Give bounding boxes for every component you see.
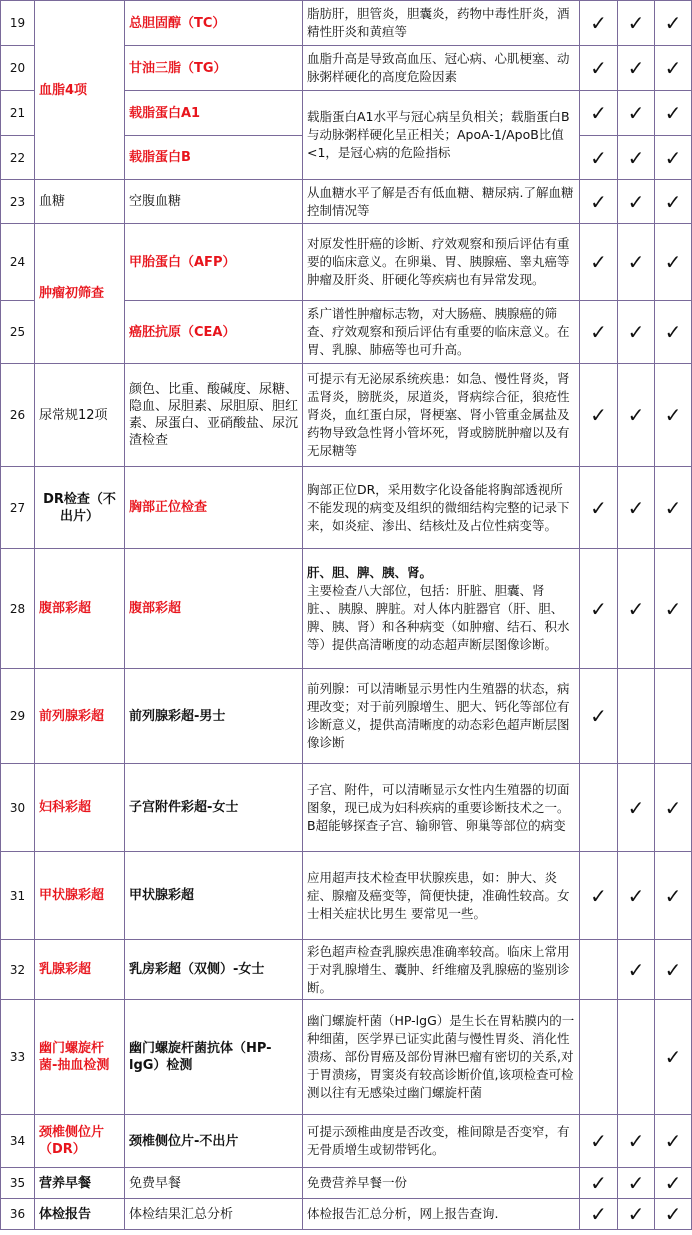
check-mark-icon: ✓ [618,549,655,669]
row-number: 20 [1,46,35,91]
check-mark-icon: ✓ [655,364,692,467]
table-row [1,1,692,46]
item-name: 幽门螺旋杆菌抗体（HP-lgG）检测 [125,1000,303,1115]
check-mark-icon: ✓ [655,1199,692,1230]
check-mark-icon: ✓ [580,1115,618,1168]
check-mark-icon: ✓ [618,91,655,136]
row-number: 27 [1,467,35,549]
category-cell: 血脂4项 [35,1,125,180]
item-name: 癌胚抗原（CEA） [125,301,303,364]
item-name: 甲胎蛋白（AFP） [125,224,303,301]
check-mark-icon: ✓ [655,852,692,940]
table-row [1,549,692,669]
row-number: 30 [1,764,35,852]
check-mark-icon: ✓ [580,852,618,940]
check-mark-icon: ✓ [655,467,692,549]
row-number: 36 [1,1199,35,1230]
check-mark-icon: ✓ [580,1199,618,1230]
category-cell: 幽门螺旋杆菌-抽血检测 [35,1000,125,1115]
row-number: 24 [1,224,35,301]
item-description: 可提示有无泌尿系统疾患：如急、慢性肾炎，肾盂肾炎，膀胱炎，尿道炎，肾病综合征，狼疮性肾炎，血红蛋白尿，肾梗塞、肾小管重金属盐及药物导致急性肾小管坏死，肾或膀胱肿瘤以及有无尿糖等 [303,364,580,467]
item-description: 可提示颈椎曲度是否改变，椎间隙是否变窄，有无骨质增生或韧带钙化。 [303,1115,580,1168]
item-name: 空腹血糖 [125,180,303,224]
category-cell: 体检报告 [35,1199,125,1230]
item-description: 彩色超声检查乳腺疾患准确率较高。临床上常用于对乳腺增生、囊肿、纤维瘤及乳腺癌的鉴别诊断。 [303,940,580,1000]
check-mark-icon: ✓ [655,136,692,180]
item-name: 免费早餐 [125,1168,303,1199]
row-number: 28 [1,549,35,669]
check-mark-icon: ✓ [618,852,655,940]
item-name: 颈椎侧位片-不出片 [125,1115,303,1168]
table-row [1,467,692,549]
check-mark-icon: ✓ [580,1,618,46]
category-cell: 血糖 [35,180,125,224]
item-name: 子宫附件彩超-女士 [125,764,303,852]
check-mark-icon: ✓ [655,940,692,1000]
row-number: 22 [1,136,35,180]
check-mark-icon: ✓ [618,940,655,1000]
check-mark-icon: ✓ [580,669,618,764]
item-description: 幽门螺旋杆菌（HP-lgG）是生长在胃粘膜内的一种细菌，医学界已证实此菌与慢性胃炎、消化性溃疡、部份胃癌及部份胃淋巴瘤有密切的关系,对于胃溃疡，胃窦炎有较高诊断价值,该项检查可检测以往有无感染过幽门螺旋杆菌 [303,1000,580,1115]
check-mark-icon: ✓ [655,1,692,46]
empty-check-cell [580,940,618,1000]
item-description: 子宫、附件，可以清晰显示女性内生殖器的切面图象，现已成为妇科疾病的重要诊断技术之一。B超能够探查子宫、输卵管、卵巢等部位的病变 [303,764,580,852]
empty-check-cell [618,1000,655,1115]
item-name: 载脂蛋白B [125,136,303,180]
row-number: 32 [1,940,35,1000]
empty-check-cell [580,1000,618,1115]
check-mark-icon: ✓ [580,364,618,467]
row-number: 21 [1,91,35,136]
category-cell: 肿瘤初筛查 [35,224,125,364]
check-mark-icon: ✓ [618,301,655,364]
check-mark-icon: ✓ [618,364,655,467]
item-name: 甲状腺彩超 [125,852,303,940]
check-mark-icon: ✓ [580,180,618,224]
row-number: 33 [1,1000,35,1115]
check-mark-icon: ✓ [580,91,618,136]
check-mark-icon: ✓ [655,46,692,91]
category-cell: 前列腺彩超 [35,669,125,764]
item-name: 总胆固醇（TC） [125,1,303,46]
item-description: 系广谱性肿瘤标志物，对大肠癌、胰腺癌的筛查、疗效观察和预后评估有重要的临床意义。在胃、乳腺、肺癌等也可升高。 [303,301,580,364]
empty-check-cell [580,764,618,852]
check-mark-icon: ✓ [618,1168,655,1199]
item-description: 前列腺：可以清晰显示男性内生殖器的状态，病理改变；对于前列腺增生、肥大、钙化等部位有诊断意义，提供高清晰度的动态彩色超声断层图像诊断 [303,669,580,764]
check-mark-icon: ✓ [580,1168,618,1199]
check-mark-icon: ✓ [655,91,692,136]
check-mark-icon: ✓ [618,46,655,91]
item-description: 脂肪肝，胆管炎，胆囊炎，药物中毒性肝炎，酒精性肝炎和黄疸等 [303,1,580,46]
item-description: 载脂蛋白A1水平与冠心病呈负相关；载脂蛋白B与动脉粥样硬化呈正相关；ApoA-1/ApoB比值<1，是冠心病的危险指标 [303,91,580,180]
check-mark-icon: ✓ [655,1168,692,1199]
check-mark-icon: ✓ [618,1115,655,1168]
item-name: 胸部正位检查 [125,467,303,549]
description-body: 主要检查八大部位，包括：肝脏、胆囊、肾脏、、胰腺、脾脏。对人体内脏器官（肝、胆、脾、胰、肾）和各种病变（如肿瘤、结石、积水等）提供高清晰度的动态超声断层图像诊断。 [307,582,570,652]
category-cell: 甲状腺彩超 [35,852,125,940]
row-number: 31 [1,852,35,940]
check-mark-icon: ✓ [580,46,618,91]
check-mark-icon: ✓ [580,549,618,669]
check-mark-icon: ✓ [618,1199,655,1230]
check-mark-icon: ✓ [580,136,618,180]
item-description: 对原发性肝癌的诊断、疗效观察和预后评估有重要的临床意义。在卵巢、胃、胰腺癌、睾丸癌等肿瘤及肝炎、肝硬化等疾病也有异常发现。 [303,224,580,301]
check-mark-icon: ✓ [655,549,692,669]
table-row [1,224,692,301]
row-number: 34 [1,1115,35,1168]
row-number: 26 [1,364,35,467]
category-cell: 腹部彩超 [35,549,125,669]
item-name: 乳房彩超（双侧）-女士 [125,940,303,1000]
table-row [1,940,692,1000]
category-cell: 尿常规12项 [35,364,125,467]
check-mark-icon: ✓ [655,180,692,224]
table-row [1,852,692,940]
row-number: 25 [1,301,35,364]
check-mark-icon: ✓ [618,1,655,46]
item-name: 载脂蛋白A1 [125,91,303,136]
check-mark-icon: ✓ [618,180,655,224]
check-mark-icon: ✓ [655,1115,692,1168]
check-mark-icon: ✓ [655,224,692,301]
item-name: 颜色、比重、酸碱度、尿糖、隐血、尿胆素、尿胆原、胆红素、尿蛋白、亚硝酸盐、尿沉渣检查 [125,364,303,467]
row-number: 29 [1,669,35,764]
category-cell: 颈椎侧位片（DR） [35,1115,125,1168]
row-number: 19 [1,1,35,46]
check-mark-icon: ✓ [618,136,655,180]
table-row [1,1115,692,1168]
check-mark-icon: ✓ [655,301,692,364]
item-description: 体检报告汇总分析，网上报告查询. [303,1199,580,1230]
empty-check-cell [618,669,655,764]
category-cell: 乳腺彩超 [35,940,125,1000]
item-description: 免费营养早餐一份 [303,1168,580,1199]
table-row [1,1000,692,1115]
item-description: 从血糖水平了解是否有低血糖、糖尿病.了解血糖控制情况等 [303,180,580,224]
category-cell: 营养早餐 [35,1168,125,1199]
table-row [1,764,692,852]
item-name: 前列腺彩超-男士 [125,669,303,764]
table-row [1,669,692,764]
table-row [1,364,692,467]
item-name: 体检结果汇总分析 [125,1199,303,1230]
check-mark-icon: ✓ [618,224,655,301]
category-cell: 妇科彩超 [35,764,125,852]
check-mark-icon: ✓ [618,467,655,549]
item-description: 应用超声技术检查甲状腺疾患，如：肿大、炎症、腺瘤及癌变等，简便快捷，准确性较高。女士相关症状比男生 要常见一些。 [303,852,580,940]
item-name: 甘油三脂（TG） [125,46,303,91]
description-heading: 肝、胆、脾、胰、肾。 [307,564,433,580]
table-row [1,1168,692,1199]
check-mark-icon: ✓ [580,467,618,549]
item-description [303,549,580,669]
table-row [1,1199,692,1230]
row-number: 35 [1,1168,35,1199]
item-description: 胸部正位DR，采用数字化设备能将胸部透视所不能发现的病变及组织的微细结构完整的记录下来，如炎症、渗出、结核灶及占位性病变等。 [303,467,580,549]
check-mark-icon: ✓ [655,1000,692,1115]
category-cell: DR检查（不出片） [35,467,125,549]
check-mark-icon: ✓ [655,764,692,852]
check-mark-icon: ✓ [618,764,655,852]
empty-check-cell [655,669,692,764]
check-mark-icon: ✓ [580,224,618,301]
row-number: 23 [1,180,35,224]
table-row [1,180,692,224]
check-mark-icon: ✓ [580,301,618,364]
item-description: 血脂升高是导致高血压、冠心病、心肌梗塞、动脉粥样硬化的高度危险因素 [303,46,580,91]
item-name: 腹部彩超 [125,549,303,669]
